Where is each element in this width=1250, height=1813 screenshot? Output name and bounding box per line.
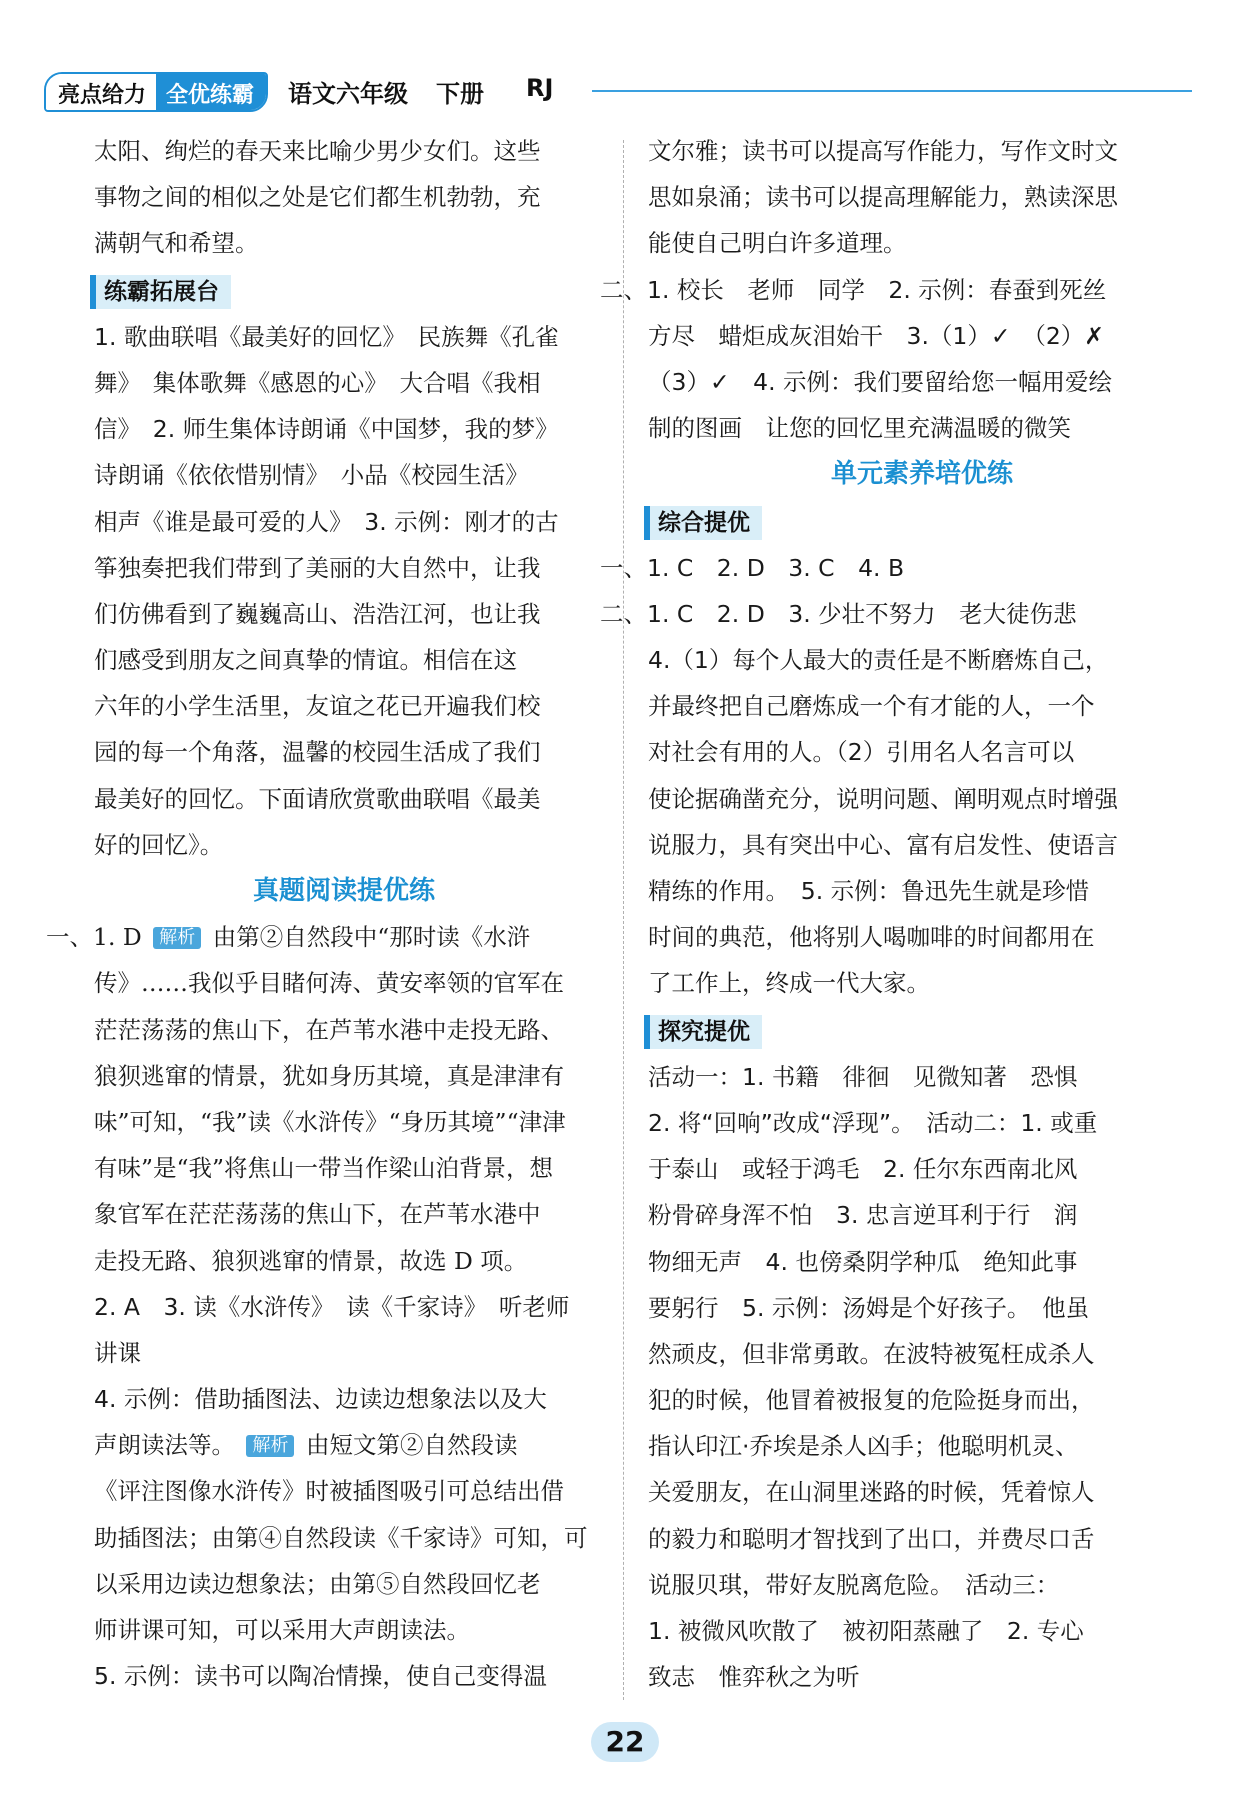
answer-line: 思如泉涌；读书可以提高理解能力，熟读深思 (648, 183, 1118, 212)
answer-line: 以采用边读边想象法；由第⑤自然段回忆老 (94, 1569, 541, 1598)
answer-line: 的毅力和聪明才智找到了出口，并费尽口舌 (648, 1524, 1095, 1553)
q1-prefix: 一、1. D (46, 923, 142, 952)
answer-line (46, 914, 594, 960)
answer-line (94, 1422, 594, 1468)
answer-line: 最美好的回忆。下面请欣赏歌曲联唱《最美 (94, 784, 541, 813)
answer-line: 茫茫荡荡的焦山下，在芦苇水港中走投无路、 (94, 1015, 564, 1044)
answer-line: 满朝气和希望。 (94, 229, 259, 258)
answer-line: 犯的时候，他冒着被报复的危险挺身而出， (648, 1386, 1095, 1415)
edition-label: RJ (526, 74, 554, 102)
answer-line: 舞》 集体歌舞《感恩的心》 大合唱《我相 (94, 368, 541, 397)
answer-line: 5. 示例：读书可以陶冶情操，使自己变得温 (94, 1662, 547, 1691)
answer-line: 《评注图像水浒传》时被插图吸引可总结出借 (94, 1477, 564, 1506)
answer-line: 活动一：1. 书籍 徘徊 见微知著 恐惧 (648, 1062, 1078, 1091)
answer-line: 事物之间的相似之处是它们都生机勃勃，充 (94, 183, 541, 212)
answer-line: 二、1. C 2. D 3. 少壮不努力 老大徒伤悲 (600, 599, 1077, 628)
q4-analysis: 由短文第②自然段读 (305, 1431, 518, 1460)
answer-line: 一、1. C 2. D 3. C 4. B (600, 553, 905, 582)
q4-text: 声朗读法等。 (94, 1431, 235, 1460)
answer-line: 狼狈逃窜的情景，犹如身历其境，真是津津有 (94, 1061, 564, 1090)
answer-line: 象官军在茫茫荡荡的焦山下，在芦苇水港中 (94, 1200, 541, 1229)
brand-left: 亮点给力 (46, 74, 156, 110)
answer-line: 制的图画 让您的回忆里充满温暖的微笑 (648, 414, 1071, 443)
page-header (44, 68, 1194, 112)
answer-line: 要躬行 5. 示例：汤姆是个好孩子。 他虽 (648, 1293, 1090, 1322)
answer-line: 物细无声 4. 也傍桑阴学种瓜 绝知此事 (648, 1247, 1078, 1276)
answer-line: 师讲课可知，可以采用大声朗读法。 (94, 1616, 470, 1645)
answer-line: 4. 示例：借助插图法、边读边想象法以及大 (94, 1385, 547, 1414)
answer-line: 二、1. 校长 老师 同学 2. 示例：春蚕到死丝 (600, 275, 1107, 304)
answer-line: 文尔雅；读书可以提高写作能力，写作文时文 (648, 137, 1118, 165)
answer-line: 1. 歌曲联唱《最美好的回忆》 民族舞《孔雀 (94, 322, 559, 351)
header-rule (592, 90, 1192, 92)
answer-line: 好的回忆》。 (94, 830, 224, 859)
section-title-zhenti: 真题阅读提优练 (252, 876, 435, 907)
volume-label: 下册 (436, 80, 484, 108)
answer-line: 能使自己明白许多道理。 (648, 229, 907, 258)
answer-line: 然顽皮，但非常勇敢。在波特被冤枉成杀人 (648, 1339, 1095, 1368)
answer-line: 并最终把自己磨炼成一个有才能的人，一个 (648, 692, 1095, 721)
answer-line: 于泰山 或轻于鸿毛 2. 任尔东西南北风 (648, 1155, 1078, 1184)
answer-line: （3）✓ 4. 示例：我们要留给您一幅用爱绘 (648, 367, 1113, 396)
answer-line: 有味”是“我”将焦山一带当作梁山泊背景，想 (94, 1154, 554, 1183)
subject-label: 语文六年级 (288, 80, 408, 108)
left-column (46, 128, 594, 1699)
answer-line: 们仿佛看到了巍巍高山、浩浩江河，也让我 (94, 599, 541, 628)
answer-line: 味”可知，“我”读《水浒传》“身历其境”“津津 (94, 1107, 566, 1136)
answer-line: 2. 将“回响”改成“浮现”。 活动二：1. 或重 (648, 1108, 1098, 1137)
answer-line: 关爱朋友，在山洞里迷路的时候，凭着惊人 (648, 1478, 1095, 1507)
answer-line: 精练的作用。 5. 示例：鲁迅先生就是珍惜 (648, 877, 1090, 906)
analysis-tag: 解析 (153, 927, 201, 949)
q1-text: 由第②自然段中“那时读《水浒 (212, 923, 531, 952)
answer-line: 2. A 3. 读《水浒传》 读《千家诗》 听老师 (94, 1292, 570, 1321)
answer-line: 走投无路、狼狈逃窜的情景，故选 D 项。 (94, 1246, 528, 1275)
section-heading-tanjiu: 探究提优 (644, 1015, 762, 1049)
answer-line: 讲课 (94, 1338, 141, 1367)
answer-line: 信》 2. 师生集体诗朗诵《中国梦，我的梦》 (94, 415, 559, 444)
answer-line: 诗朗诵《依依惜别情》 小品《校园生活》 (94, 461, 529, 490)
answer-line: 相声《谁是最可爱的人》 3. 示例：刚才的古 (94, 507, 559, 536)
answer-line: 致志 惟弈秋之为听 (648, 1663, 860, 1692)
answer-line: 们感受到朋友之间真挚的情谊。相信在这 (94, 646, 517, 675)
answer-line: 太阳、绚烂的春天来比喻少男少女们。这些 (94, 137, 541, 165)
analysis-tag: 解析 (246, 1435, 294, 1457)
answer-line: 指认印江·乔埃是杀人凶手；他聪明机灵、 (648, 1432, 1079, 1461)
brand-logo (44, 72, 268, 112)
section-heading-zonghe: 综合提优 (644, 506, 762, 540)
answer-line: 筝独奏把我们带到了美丽的大自然中，让我 (94, 553, 541, 582)
section-heading-lianba: 练霸拓展台 (90, 275, 231, 309)
answer-line: 1. 被微风吹散了 被初阳蒸融了 2. 专心 (648, 1617, 1084, 1646)
answer-line: 说服力，具有突出中心、富有启发性、使语言 (648, 830, 1118, 859)
section-title-danyuan: 单元素养培优练 (830, 459, 1013, 490)
answer-line: 园的每一个角落，温馨的校园生活成了我们 (94, 738, 541, 767)
answer-line: 说服贝琪，带好友脱离危险。 活动三： (648, 1570, 1060, 1599)
answer-line: 了工作上，终成一代大家。 (648, 969, 930, 998)
right-column (600, 128, 1196, 1700)
page-number: 22 (591, 1722, 659, 1762)
answer-line: 对社会有用的人。（2）引用名人名言可以 (648, 738, 1075, 767)
answer-line: 粉骨碎身浑不怕 3. 忠言逆耳利于行 润 (648, 1201, 1078, 1230)
answer-line: 使论据确凿充分，说明问题、阐明观点时增强 (648, 784, 1118, 813)
answer-line: 方尽 蜡炬成灰泪始干 3.（1）✓ （2）✗ (648, 321, 1104, 350)
brand-right: 全优练霸 (156, 74, 266, 110)
answer-line: 助插图法；由第④自然段读《千家诗》可知，可 (94, 1523, 588, 1552)
column-divider (623, 140, 624, 1700)
answer-line: 4.（1）每个人最大的责任是不断磨炼自己， (648, 646, 1109, 675)
answer-line: 传》……我似乎目睹何涛、黄安率领的官军在 (94, 969, 564, 998)
answer-line: 时间的典范，他将别人喝咖啡的时间都用在 (648, 923, 1095, 952)
answer-line: 六年的小学生活里，友谊之花已开遍我们校 (94, 692, 541, 721)
